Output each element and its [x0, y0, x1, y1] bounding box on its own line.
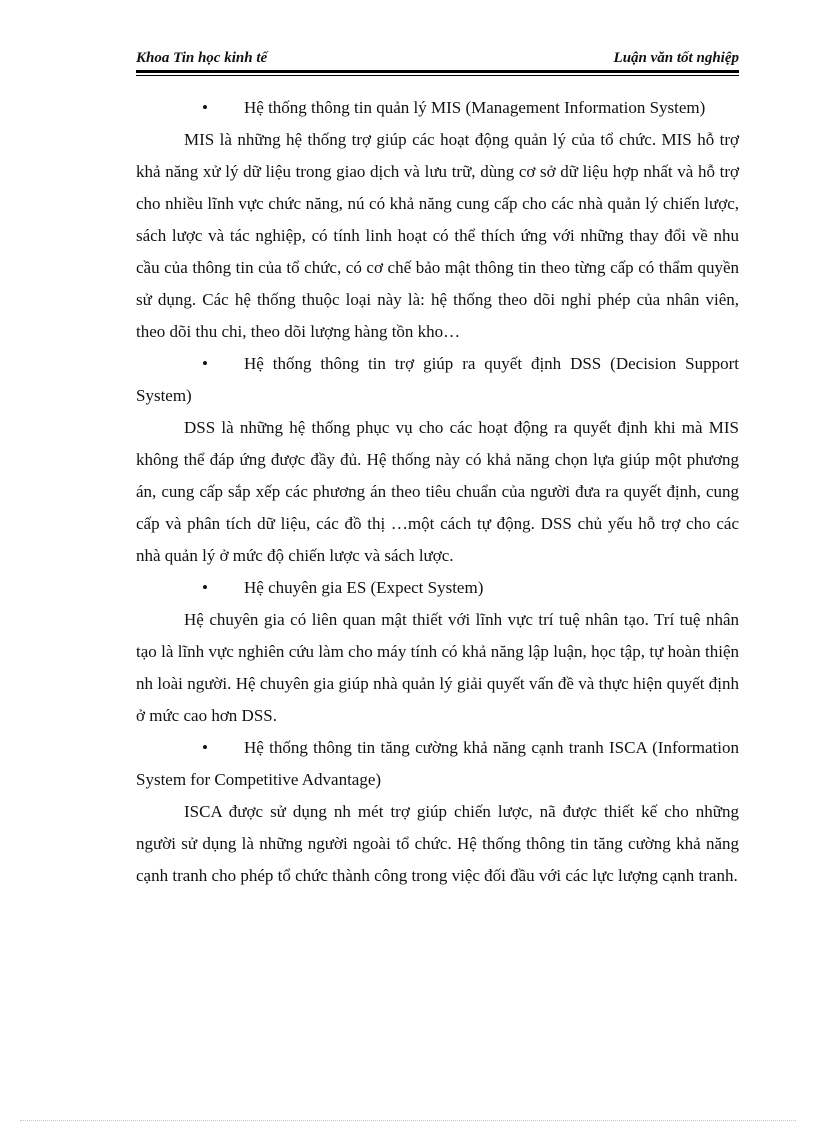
page-bottom-divider	[20, 1120, 796, 1121]
section-body-es: Hệ chuyên gia có liên quan mật thiết với lĩnh vực trí tuệ nhân tạo. Trí tuệ nhân tạo là lĩnh vực nghiên cứu làm cho máy tính có khả năng lập luận, học tập, tự hoàn thiện nh loài người. Hệ chuyên gia giúp nhà quản lý giải quyết vấn đề và thực hiện quyết định ở mức cao hơn DSS.	[136, 610, 739, 725]
page-header	[136, 46, 739, 70]
section-body-mis: MIS là những hệ thống trợ giúp các hoạt động quản lý của tổ chức. MIS hỗ trợ khả năng xử lý dữ liệu trong giao dịch và lưu trữ, dùng cơ sở dữ liệu hợp nhất và hỗ trợ cho nhiều lĩnh vực chức năng, nú có khả năng cung cấp cho các nhà quản lý chiến lược, sách lược và tác nghiệp, có tính linh hoạt có thể thích ứng với những thay đổi về nhu cầu của thông tin của tổ chức, có cơ chế bảo mật thông tin theo từng cấp có thẩm quyền sử dụng. Các hệ thống thuộc loại này là: hệ thống theo dõi nghỉ phép của nhân viên, theo dõi thu chi, theo dõi lượng hàng tồn kho…	[136, 130, 739, 341]
section-heading-dss: • Hệ thống thông tin trợ giúp ra quyết định DSS (Decision Support System)	[136, 354, 739, 405]
heading-text: Hệ thống thông tin trợ giúp ra quyết định DSS (Decision Support System)	[136, 354, 739, 405]
section-heading-isca: • Hệ thống thông tin tăng cường khả năng cạnh tranh ISCA (Information System for Competitive Advantage)	[136, 738, 739, 789]
heading-text: Hệ thống thông tin quản lý MIS (Management Information System)	[244, 98, 706, 117]
header-faculty: Khoa Tin học kinh tế	[136, 50, 268, 66]
header-doc-type: Luận văn tốt nghiệp	[613, 50, 739, 66]
section-heading-mis: • Hệ thống thông tin quản lý MIS (Management Information System)	[202, 98, 706, 117]
section-body-isca: ISCA được sử dụng nh mét trợ giúp chiến lược, nã được thiết kế cho những người sử dụng là những người ngoài tổ chức. Hệ thống thông tin tăng cường khả năng cạnh tranh cho phép tổ chức thành công trong việc đối đầu với các lực lượng cạnh tranh.	[136, 802, 739, 885]
heading-text: Hệ chuyên gia ES (Expect System)	[244, 578, 484, 597]
section-body-dss: DSS là những hệ thống phục vụ cho các hoạt động ra quyết định khi mà MIS không thể đáp ứng được đầy đủ. Hệ thống này có khả năng chọn lựa giúp một phương án, cung cấp sắp xếp các phương án theo tiêu chuẩn của người đưa ra quyết định, cung cấp và phân tích dữ liệu, các đồ thị …một cách tự động. DSS chủ yếu hỗ trợ cho các nhà quản lý ở mức độ chiến lược và sách lược.	[136, 418, 739, 565]
section-heading-es: • Hệ chuyên gia ES (Expect System)	[202, 578, 484, 597]
header-rule-thin	[136, 75, 739, 76]
header-rule-thick	[136, 70, 739, 73]
document-body	[136, 92, 739, 892]
heading-text: Hệ thống thông tin tăng cường khả năng cạnh tranh ISCA (Information System for Competitive Advantage)	[136, 738, 739, 789]
